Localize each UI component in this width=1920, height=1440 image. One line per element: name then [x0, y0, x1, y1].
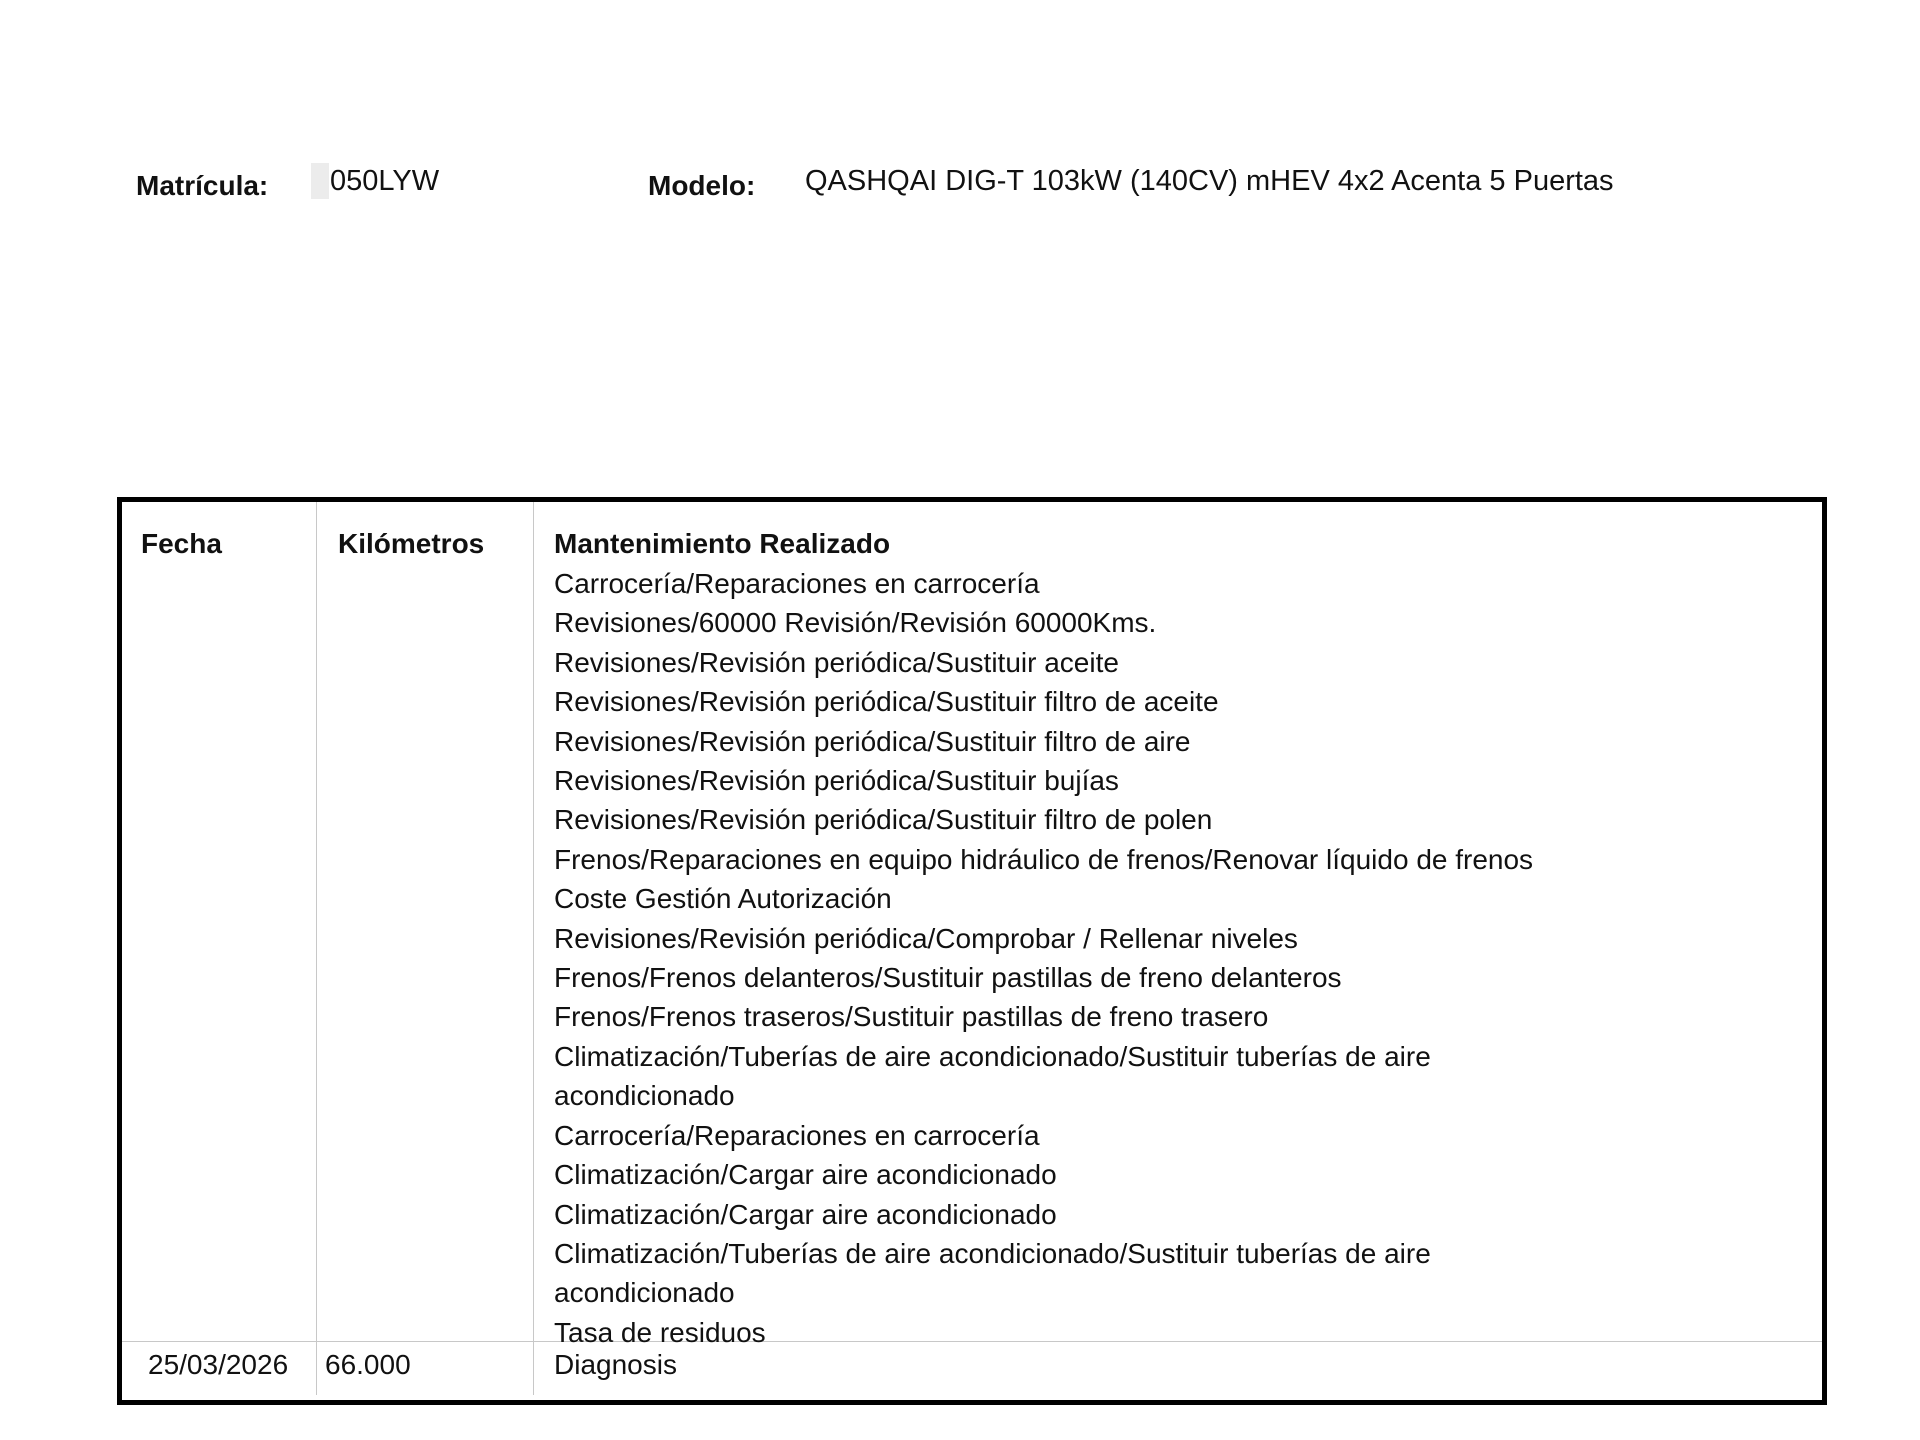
- header-maintenance: Mantenimiento Realizado: [554, 528, 891, 559]
- list-item: Revisiones/Revisión periódica/Sustituir filtro de aire: [554, 725, 1191, 757]
- plate-label: Matrícula:: [136, 170, 269, 201]
- list-item: Revisiones/Revisión periódica/Comprobar / Rellenar niveles: [554, 922, 1298, 954]
- row-km: 66.000: [325, 1349, 411, 1380]
- list-item: Revisiones/60000 Revisión/Revisión 60000Kms.: [554, 607, 1157, 639]
- row-date: 25/03/2026: [148, 1349, 289, 1380]
- list-item: Revisiones/Revisión periódica/Sustituir aceite: [554, 646, 1119, 678]
- header-km: Kilómetros: [338, 528, 485, 559]
- list-item: Climatización/Tuberías de aire acondicionado/Sustituir tuberías de aire: [554, 1040, 1431, 1072]
- list-item: Frenos/Frenos traseros/Sustituir pastillas de freno trasero: [554, 1001, 1269, 1033]
- list-item: Climatización/Cargar aire acondicionado: [554, 1198, 1057, 1230]
- list-item: Revisiones/Revisión periódica/Sustituir filtro de aceite: [554, 686, 1219, 718]
- list-item: Revisiones/Revisión periódica/Sustituir bujías: [554, 765, 1119, 797]
- header-date: Fecha: [141, 528, 222, 559]
- list-item: Carrocería/Reparaciones en carrocería: [554, 568, 1040, 599]
- list-item: Climatización/Cargar aire acondicionado: [554, 1159, 1057, 1191]
- model-value: QASHQAI DIG-T 103kW (140CV) mHEV 4x2 Acenta 5 Puertas: [805, 165, 1614, 197]
- column-divider: [316, 502, 317, 1395]
- list-item: Carrocería/Reparaciones en carrocería: [554, 1119, 1040, 1151]
- plate-value: 050LYW: [330, 165, 440, 197]
- maintenance-task-list: [554, 564, 1533, 1352]
- list-item: acondicionado: [554, 1080, 735, 1112]
- maintenance-table: [117, 497, 1827, 1405]
- list-item: Climatización/Tuberías de aire acondicionado/Sustituir tuberías de aire: [554, 1237, 1431, 1269]
- list-item: Revisiones/Revisión periódica/Sustituir filtro de polen: [554, 804, 1213, 836]
- list-item: Frenos/Frenos delanteros/Sustituir pastillas de freno delanteros: [554, 962, 1342, 994]
- list-item: Coste Gestión Autorización: [554, 883, 892, 915]
- list-item: Tasa de residuos: [554, 1316, 766, 1348]
- list-item: Frenos/Reparaciones en equipo hidráulico de frenos/Renovar líquido de frenos: [554, 843, 1534, 875]
- redaction-mark: [311, 163, 329, 199]
- row-maintenance: Diagnosis: [554, 1349, 677, 1380]
- column-divider: [533, 502, 534, 1395]
- model-label: Modelo:: [648, 170, 756, 201]
- list-item: acondicionado: [554, 1277, 735, 1309]
